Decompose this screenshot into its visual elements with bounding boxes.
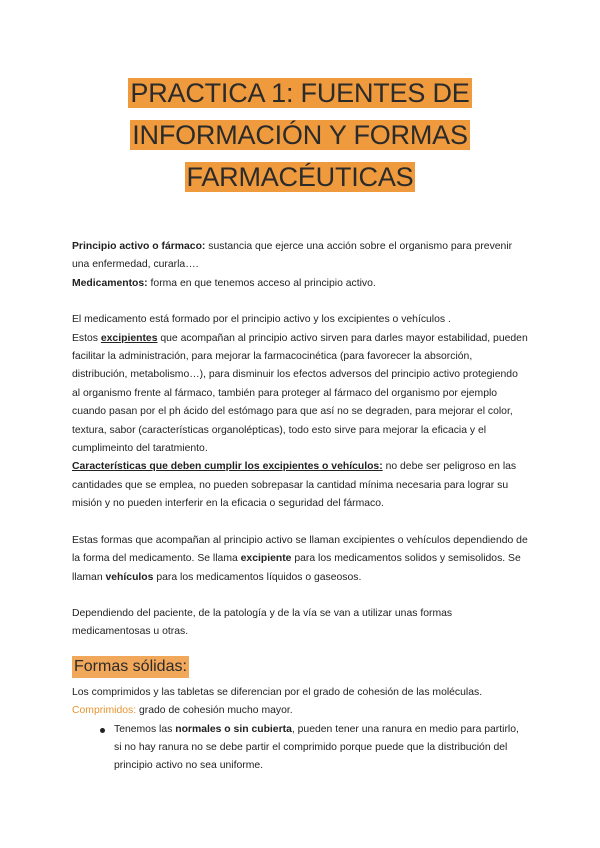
section-heading-formas-solidas: Formas sólidas: (72, 656, 189, 678)
text: para los medicamentos líquidos o gaseosos. (153, 571, 362, 583)
paragraph-caracteristicas (72, 458, 528, 513)
term-comprimidos: Comprimidos: (72, 705, 137, 717)
text: para los medicamentos solidos y semisolidos. Se llaman (72, 553, 521, 583)
term-medicamentos: Medicamentos: (72, 277, 148, 289)
paragraph-comprimidos (72, 702, 528, 720)
title-line-1: PRACTICA 1: FUENTES DE (130, 78, 470, 108)
term-excipiente: excipiente (240, 553, 292, 565)
text: , pueden tener una ranura en medio para partirlo, si no hay ranura no se debe partir el comprimido porque puede que la distribución del principio activo no sea uniforme. (114, 723, 519, 772)
paragraph-solid-intro: Los comprimidos y las tabletas se diferencian por el grado de cohesión de las moléculas. (72, 686, 483, 698)
document-body (72, 238, 528, 776)
paragraph-excipientes (72, 330, 528, 459)
term-caracteristicas: Características que deben cumplir los excipientes o vehículos: (72, 461, 383, 473)
title-line-3: FARMACÉUTICAS (186, 162, 414, 192)
term-vehiculos: vehículos (105, 571, 154, 583)
term-normales: normales o sin cubierta (175, 723, 292, 735)
text: Estos (72, 332, 101, 344)
text: Tenemos las (114, 723, 176, 735)
definition-medicamentos (72, 275, 528, 293)
definition-principio-activo (72, 238, 528, 275)
term-principio-activo: Principio activo o fármaco: (72, 241, 206, 252)
text: grado de cohesión mucho mayor. (136, 705, 293, 717)
text: no debe ser peligroso en las cantidades que se emplea, no pueden sobrepasar la cantidad mínima necesaria para lograr su misión y no pueden interferir en la eficacia o seguridad del fármaco. (72, 461, 517, 510)
paragraph-dependiendo: Dependiendo del paciente, de la patología y de la vía se van a utilizar unas formas medicamentosas u otras. (72, 607, 453, 638)
list-item (100, 721, 528, 776)
definition-text: forma en que tenemos acceso al principio activo. (147, 277, 376, 289)
bullet-list (72, 721, 528, 776)
text: que acompañan al principio activo sirven para darles mayor estabilidad, pueden facilitar la administración, para mejorar la farmacocinética (para favorecer la absorción, distribución, metabolismo…), para disminuir los efectos adversos del principio activo protegiendo al organismo frente al fármaco, también para proteger al fármaco del organismo por ejemplo cuando pasan por el ph ácido del estómago para que así no se degraden, para mejorar el color, textura, sabor (características organolépticas), todo esto sirve para mejorar la eficacia y el cumplimeinto del taratmiento. (72, 332, 528, 455)
definition-text: sustancia que ejerce una acción sobre el organismo para prevenir una enfermedad, curarla…. (72, 241, 513, 271)
text: Estas formas que acompañan al principio activo se llaman excipientes o vehículos dependiendo de la forma del medicamento. Se llama (72, 534, 528, 565)
term-excipientes: excipientes (100, 332, 158, 344)
paragraph-composition: El medicamento está formado por el principio activo y los excipientes o vehículos . (72, 314, 451, 326)
title-line-2: INFORMACIÓN Y FORMAS (132, 120, 468, 150)
document-title (0, 72, 600, 198)
paragraph-formas (72, 532, 528, 587)
